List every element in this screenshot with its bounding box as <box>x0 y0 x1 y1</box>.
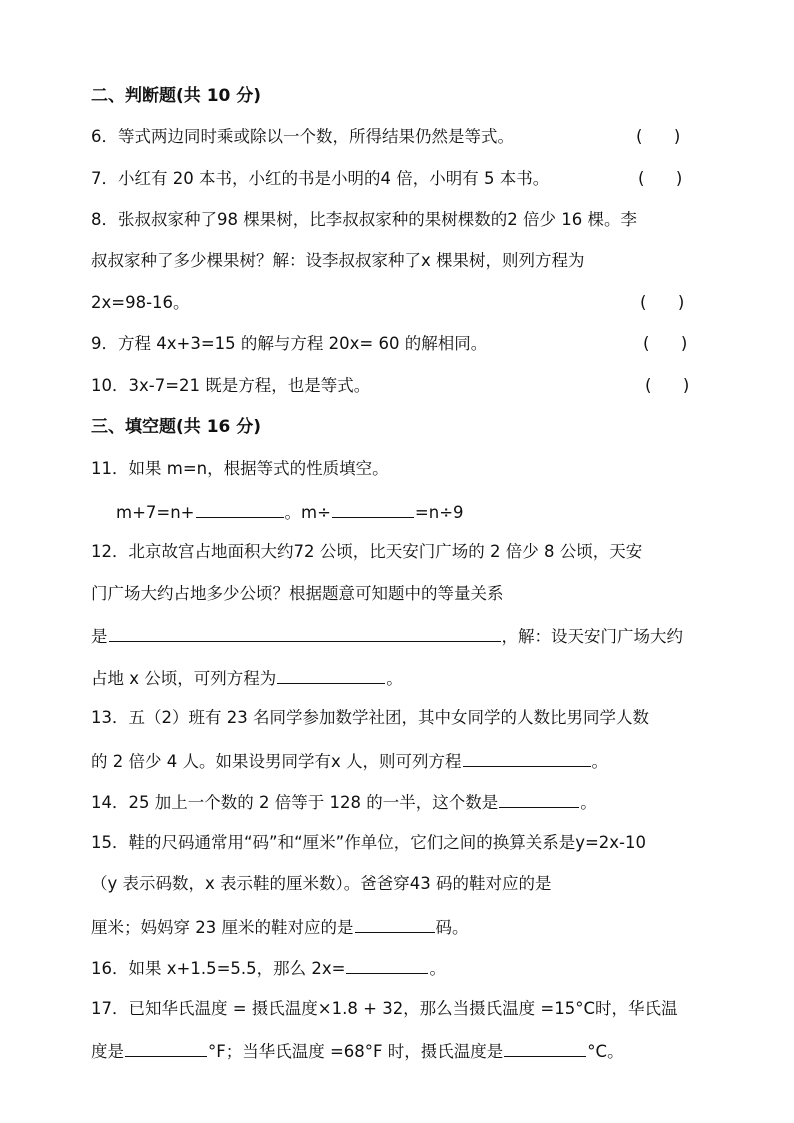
question-8-line-1: 8．张叔叔家种了98 棵果树，比李叔叔家种的果树棵数的2 倍少 16 棵。李 <box>91 210 637 229</box>
question-15-line-3-end: 码。 <box>435 918 469 937</box>
question-15-line-2: （y 表示码数，x 表示鞋的厘米数）。爸爸穿43 码的鞋对应的是 <box>91 874 552 893</box>
question-8-line-2: 叔叔家种了多少棵果树？解：设李叔叔家种了x 棵果树，则列方程为 <box>91 251 585 270</box>
question-8-line-3: 2x=98-16。 <box>91 293 190 312</box>
question-7: 7．小红有 20 本书，小红的书是小明的4 倍，小明有 5 本书。 <box>91 169 550 188</box>
question-12-line-2: 门广场大约占地多少公顷？根据题意可知题中的等量关系 <box>91 584 504 603</box>
question-12-line-3-start: 是 <box>91 627 108 646</box>
answer-blank-11a[interactable] <box>196 500 284 518</box>
answer-paren-10[interactable]: ( ) <box>645 376 690 395</box>
question-11-part-b-end: =n÷9 <box>414 503 464 522</box>
question-13-line-2-start: 的 2 倍少 4 人。如果设男同学有x 人，则可列方程 <box>91 752 462 771</box>
question-16 <box>91 956 446 980</box>
question-17-line-1: 17．已知华氏温度 = 摄氏温度×1.8 + 32，那么当摄氏温度 =15°C时，华氏温 <box>91 999 678 1018</box>
answer-paren-7[interactable]: ( ) <box>638 169 683 188</box>
answer-blank-13[interactable] <box>463 749 591 767</box>
question-15-line-1: 15．鞋的尺码通常用“码”和“厘米”作单位，它们之间的换算关系是y=2x-10 <box>91 833 646 852</box>
question-16-start: 16．如果 x+1.5=5.5，那么 2x= <box>91 959 346 978</box>
answer-blank-12b[interactable] <box>277 666 385 684</box>
question-11-part-a-end: 。 <box>284 503 302 522</box>
question-12-line-3 <box>91 624 683 648</box>
question-17-line-2-mid: °F；当华氏温度 =68°F 时，摄氏温度是 <box>208 1042 504 1061</box>
question-13-line-2-end: 。 <box>591 752 608 771</box>
question-6: 6．等式两边同时乘或除以一个数，所得结果仍然是等式。 <box>91 127 514 146</box>
answer-blank-11b[interactable] <box>332 500 414 518</box>
question-12-line-1: 12．北京故宫占地面积大约72 公顷，比天安门广场的 2 倍少 8 公顷，天安 <box>91 542 643 561</box>
question-13-line-1: 13．五（2）班有 23 名同学参加数学社团，其中女同学的人数比男同学人数 <box>91 708 649 727</box>
question-12-line-4-start: 占地 x 公顷，可列方程为 <box>91 669 277 688</box>
section-3-title: 三、填空题(共 16 分) <box>91 417 262 437</box>
question-12-line-4-end: 。 <box>386 669 403 688</box>
question-14-end: 。 <box>580 793 597 812</box>
answer-blank-14[interactable] <box>499 790 579 808</box>
question-11-part-b: m÷ <box>301 503 331 522</box>
question-17-line-2-start: 度是 <box>91 1042 124 1061</box>
question-17-line-2-end: °C。 <box>587 1042 624 1061</box>
question-10: 10．3x-7=21 既是方程，也是等式。 <box>91 376 371 395</box>
question-16-end: 。 <box>429 959 446 978</box>
question-17-line-2 <box>91 1039 624 1063</box>
answer-blank-12a[interactable] <box>109 624 501 642</box>
question-9: 9．方程 4x+3=15 的解与方程 20x= 60 的解相同。 <box>91 334 488 353</box>
question-11-line-2 <box>116 500 464 524</box>
answer-blank-15[interactable] <box>355 915 435 933</box>
answer-blank-17a[interactable] <box>125 1039 207 1057</box>
answer-paren-8[interactable]: ( ) <box>640 293 685 312</box>
answer-paren-9[interactable]: ( ) <box>643 334 688 353</box>
question-12-line-3-end: ，解：设天安门广场大约 <box>501 627 683 646</box>
question-14 <box>91 790 597 814</box>
question-12-line-4 <box>91 666 403 690</box>
answer-blank-16[interactable] <box>346 956 428 974</box>
answer-paren-6[interactable]: ( ) <box>636 127 681 146</box>
question-11-part-a: m+7=n+ <box>116 503 195 522</box>
question-15-line-3 <box>91 915 469 939</box>
question-11-line-1: 11．如果 m=n，根据等式的性质填空。 <box>91 459 389 478</box>
question-14-start: 14．25 加上一个数的 2 倍等于 128 的一半，这个数是 <box>91 793 499 812</box>
answer-blank-17b[interactable] <box>504 1039 586 1057</box>
question-13-line-2 <box>91 749 608 773</box>
question-15-line-3-start: 厘米；妈妈穿 23 厘米的鞋对应的是 <box>91 918 354 937</box>
section-2-title: 二、判断题(共 10 分) <box>91 86 262 106</box>
